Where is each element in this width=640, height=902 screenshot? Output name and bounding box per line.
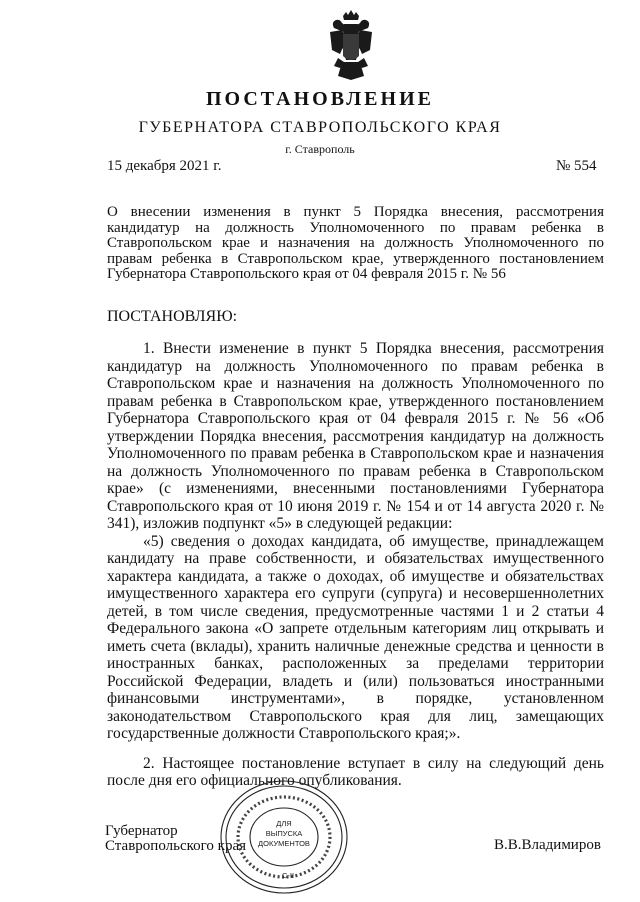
official-stamp — [218, 778, 350, 896]
stamp-line3: ДОКУМЕНТОВ — [258, 839, 310, 848]
paragraph-2: 2. Настоящее постановление вступает в силу на следующий день после дня его официального опубликования. — [107, 754, 604, 789]
signature-name: В.В.Владимиров — [494, 837, 601, 853]
stamp-line1: ДЛЯ — [276, 819, 292, 828]
signature-position-line2: Ставропольского края — [105, 838, 246, 854]
document-date: 15 декабря 2021 г. — [107, 158, 222, 174]
coat-of-arms-icon — [328, 10, 374, 86]
decree-word: ПОСТАНОВЛЯЮ: — [107, 308, 238, 325]
document-subject: О внесении изменения в пункт 5 Порядка внесения, рассмотрения кандидатур на должность Уполномоченного по правам ребенка в Ставропольском крае и назначения на должность Уполномоченного по правам ребенка в Ставропольском крае, утвержденного постановлением Губернатора Ставропольского края от 04 февраля 2015 г. № 56 — [107, 204, 604, 282]
paragraph-1-quote: «5) сведения о доходах кандидата, об имуществе, принадлежащем кандидату на праве собственности, и обязательствах имущественного характера кандидата, а также о доходах, об имуществе и обязательствах имущественного характера его супруги (супруга) и несовершеннолетних детей, в том числе сведения, предусмотренные частями 1 и 2 статьи 4 Федерального закона «О запрете отдельным категориям лиц открывать и иметь счета (вклады), хранить наличные денежные средства и ценности в иностранных банках, расположенных за пределами территории Российской Федерации, владеть и (или) пользоваться иностранными финансовыми инструментами», в порядке, установленном законодательством Ставропольского края для лиц, замещающих государственные должности Ставропольского края;». — [107, 532, 604, 742]
document-city: г. Ставрополь — [285, 142, 355, 156]
stamp-code: С-II — [281, 871, 295, 880]
document-body — [107, 340, 604, 790]
document-title: ПОСТАНОВЛЕНИЕ — [206, 88, 434, 110]
document-number: № 554 — [556, 158, 597, 174]
document-authority: ГУБЕРНАТОРА СТАВРОПОЛЬСКОГО КРАЯ — [138, 119, 502, 136]
stamp-line2: ВЫПУСКА — [265, 829, 303, 838]
paragraph-1: 1. Внести изменение в пункт 5 Порядка внесения, рассмотрения кандидатур на должность Уполномоченного по правам ребенка в Ставропольском крае и назначения на должность Уполномоченного по правам ребенка в Ставропольском крае, утвержденного постановлением Губернатора Ставропольского края от 04 февраля 2015 г. № 56 «Об утверждении Порядка внесения, рассмотрения кандидатур на должность Уполномоченного по правам ребенка в Ставропольском крае и назначения на должность Уполномоченного по правам ребенка в Ставропольском крае» (с изменениями, внесенными постановлениями Губернатора Ставропольского края от 10 июня 2019 г. № 154 и от 14 августа 2020 г. № 341), изложив подпункт «5» в следующей редакции: — [107, 340, 604, 532]
signature-position-line1: Губернатор — [105, 823, 178, 839]
